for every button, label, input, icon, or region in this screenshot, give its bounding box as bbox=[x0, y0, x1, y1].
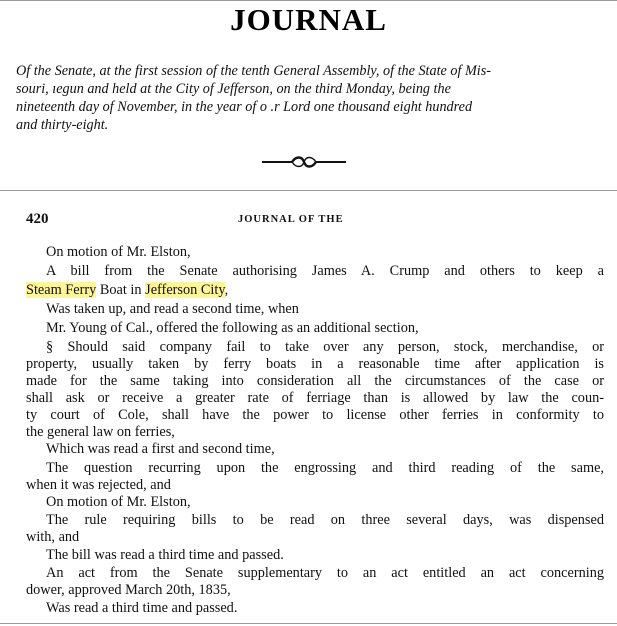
body-line-fragment: , bbox=[224, 282, 229, 298]
body-line-highlighted bbox=[26, 282, 228, 299]
body-line: On motion of Mr. Elston, bbox=[46, 494, 191, 510]
body-line: A bill from the Senate authorising James A. Crump and others to keep a bbox=[46, 263, 604, 279]
body-line: Which was read a first and second time, bbox=[46, 441, 275, 457]
body-line: An act from the Senate supplementary to an act entitled an act concerning bbox=[46, 565, 604, 581]
body-line: The bill was read a third time and passed. bbox=[46, 547, 284, 563]
body-line: when it was rejected, and bbox=[26, 477, 171, 493]
body-line: dower, approved March 20th, 1835, bbox=[26, 582, 231, 598]
body-line: The rule requiring bills to be read on three several days, was dispensed bbox=[46, 512, 604, 528]
page-number: 420 bbox=[26, 211, 49, 227]
body-line: the general law on ferries, bbox=[26, 424, 175, 440]
body-line: On motion of Mr. Elston, bbox=[46, 244, 191, 260]
section-divider bbox=[0, 190, 617, 191]
intro-line-1: Of the Senate, at the first session of the tenth General Assembly, of the State of Mis- bbox=[16, 63, 491, 79]
body-line: Was read a third time and passed. bbox=[46, 600, 238, 616]
top-border bbox=[0, 0, 617, 1]
body-line: The question recurring upon the engrossing and third reading of the same, bbox=[46, 460, 604, 476]
body-line-fragment: Boat in bbox=[96, 282, 146, 298]
flourish-ornament-icon bbox=[262, 154, 346, 170]
body-line: shall ask or receive a greater rate of ferriage than is allowed by law the coun- bbox=[26, 390, 604, 406]
bottom-border bbox=[0, 623, 617, 624]
highlight-steam-ferry: Steam Ferry bbox=[26, 282, 97, 298]
running-head: JOURNAL OF THE bbox=[238, 214, 344, 225]
body-line: made for the same taking into consideration all the circumstances of the case or bbox=[26, 373, 604, 389]
intro-line-2: souri, ıegun and held at the City of Jefferson, on the third Monday, being the bbox=[16, 81, 451, 97]
body-line: property, usually taken by ferry boats in a reasonable time after application is bbox=[26, 356, 604, 372]
body-line: ty court of Cole, shall have the power to license other ferries in conformity to bbox=[26, 407, 604, 423]
body-line: Mr. Young of Cal., offered the following as an additional section, bbox=[46, 320, 419, 336]
page-title: JOURNAL bbox=[230, 2, 387, 37]
highlight-jefferson-city: Jefferson City bbox=[145, 282, 225, 298]
body-line: Was taken up, and read a second time, when bbox=[46, 301, 299, 317]
body-line: § Should said company fail to take over any person, stock, merchandise, or bbox=[46, 339, 604, 355]
intro-paragraph bbox=[16, 62, 591, 134]
intro-line-3: nineteenth day of November, in the year of o .r Lord one thousand eight hundred bbox=[16, 99, 473, 115]
body-line: with, and bbox=[26, 529, 80, 545]
intro-line-4: and thirty-eight. bbox=[16, 117, 109, 133]
